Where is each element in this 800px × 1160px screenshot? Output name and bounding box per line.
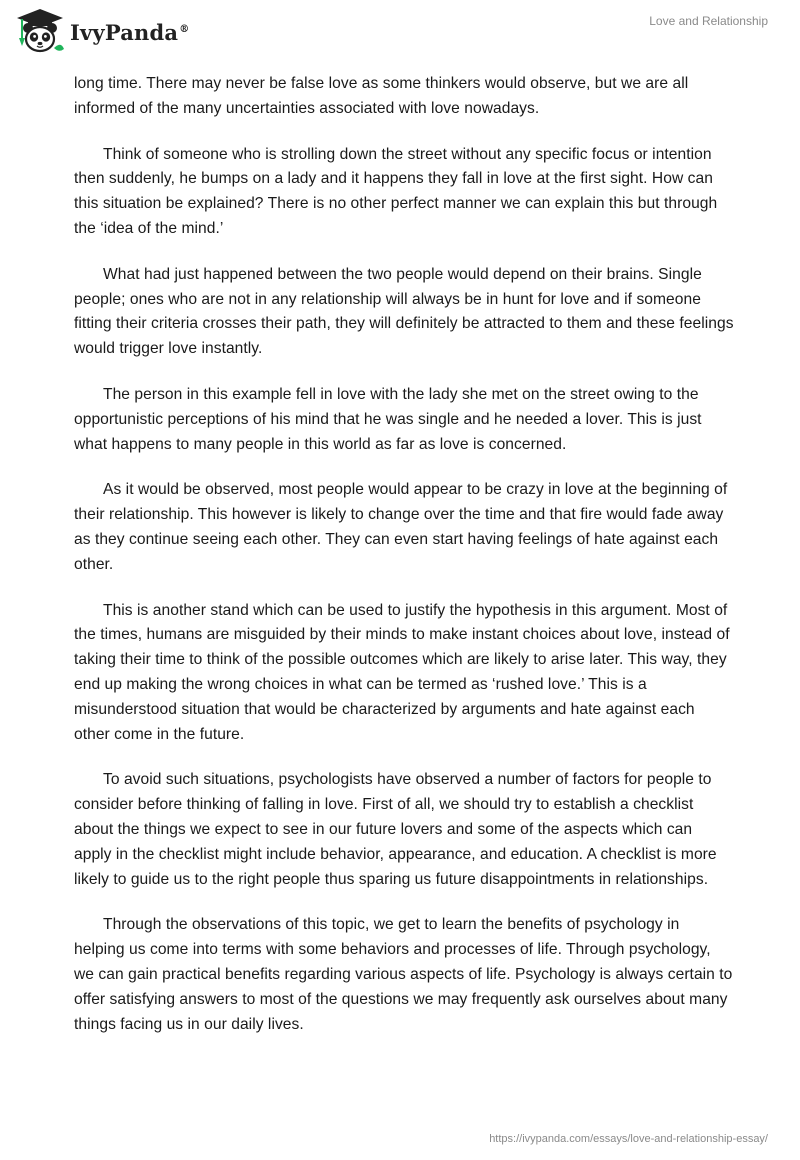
- paragraph: What had just happened between the two people would depend on their brains. Single people; ones who are not in any relationship will always be in hunt for love and if someone fitting their criteria crosses their path, they will definitely be attracted to them and these feelings would trigger love instantly.: [74, 265, 734, 358]
- paragraph: long time. There may never be false love as some thinkers would observe, but we are all informed of the many uncertainties associated with love nowadays.: [74, 75, 689, 117]
- ivypanda-logo[interactable]: [14, 8, 189, 54]
- panda-graduation-cap-icon: [14, 8, 66, 54]
- paragraph: Through the observations of this topic, we get to learn the benefits of psychology in helping us come into terms with some behaviors and processes of life. Through psychology, we can gain practical benefits regarding various aspects of life. Psychology is always certain to offer satisfying answers to most of the questions we may frequently ask ourselves about many things facing us in our daily lives.: [74, 916, 733, 1033]
- paragraph: To avoid such situations, psychologists have observed a number of factors for people to consider before thinking of falling in love. First of all, we should try to establish a checklist about the things we expect to see in our future lovers and some of the aspects which can apply in the checklist might include behavior, appearance, and education. A checklist is more likely to guide us to the right people thus sparing us future disappointments in relationships.: [74, 771, 717, 888]
- source-url-link[interactable]: https://ivypanda.com/essays/love-and-relationship-essay/: [489, 1133, 768, 1145]
- brand-name: IvyPanda®: [70, 19, 190, 45]
- running-title: Love and Relationship: [649, 14, 768, 28]
- paragraph: This is another stand which can be used to justify the hypothesis in this argument. Most of the times, humans are misguided by their minds to make instant choices about love, instead of taking their time to think of the possible outcomes which are likely to arise later. This way, they end up making the wrong choices in what can be termed as ‘rushed love.’ This is a misunderstood situation that would be characterized by arguments and hate against each other come in the future.: [74, 601, 730, 743]
- paragraph: Think of someone who is strolling down the street without any specific focus or intention then suddenly, he bumps on a lady and it happens they fall in love at the first sight. How can this situation be explained? There is no other perfect manner we can explain this but through the ‘idea of the mind.’: [74, 145, 718, 237]
- essay-body: [74, 72, 734, 1058]
- page-header: [0, 0, 800, 66]
- paragraph: As it would be observed, most people would appear to be crazy in love at the beginning of their relationship. This however is likely to change over the time and that fire would fade away as they continue seeing each other. They can even start having feelings of hate against each other.: [74, 481, 728, 573]
- paragraph: The person in this example fell in love with the lady she met on the street owing to the opportunistic perceptions of his mind that he was single and he needed a lover. This is just what happens to many people in this world as far as love is concerned.: [74, 385, 702, 453]
- registered-mark: ®: [179, 23, 190, 35]
